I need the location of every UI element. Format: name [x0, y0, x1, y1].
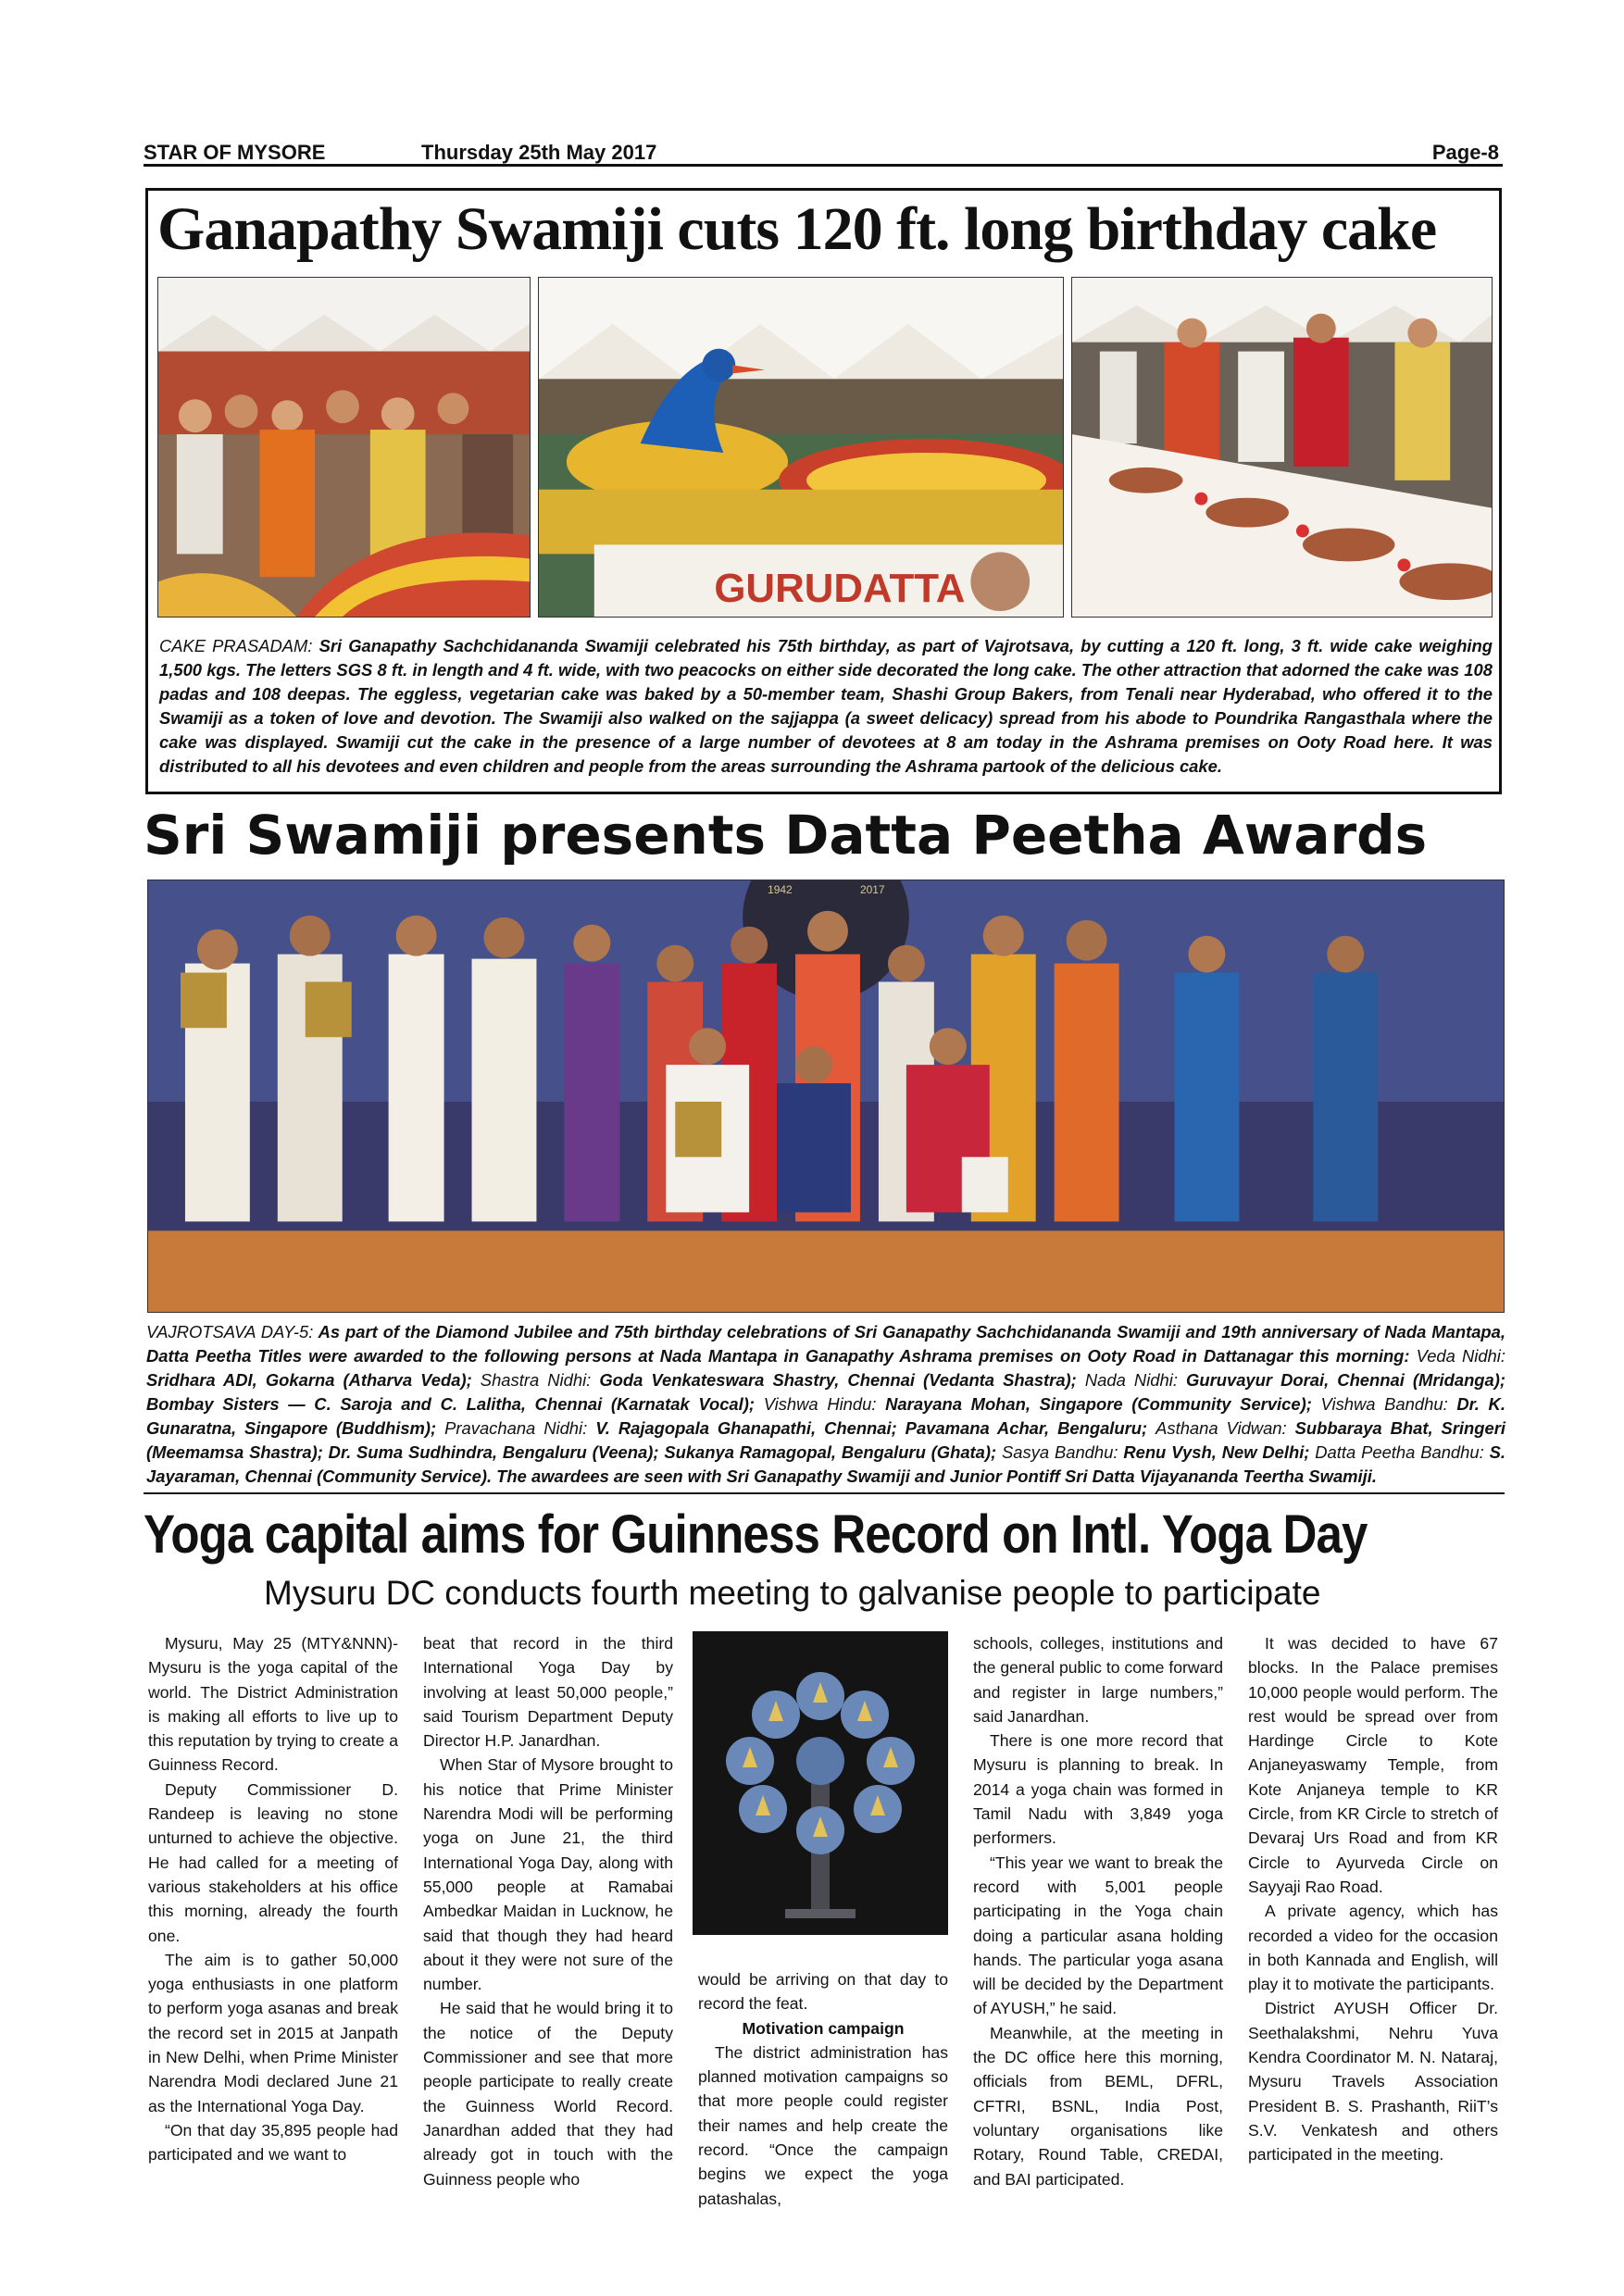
- awards-group-photo: [147, 880, 1505, 1313]
- cake-caption: [159, 634, 1493, 779]
- cake-story-box: [145, 188, 1502, 794]
- award-title: Asthana Vidwan:: [1156, 1418, 1287, 1438]
- award-title: Veda Nidhi:: [1416, 1346, 1505, 1366]
- yoga-headline: Yoga capital aims for Guinness Record on Intl. Yoga Day: [144, 1504, 1368, 1565]
- award-title: Vishwa Bandhu:: [1320, 1394, 1448, 1414]
- paragraph: The district administration has planned motivation campaigns so that more people could register their names and help create the record. “Once the campaign begins we expect the yoga patashalas,: [698, 2042, 948, 2208]
- yoga-subheadline: Mysuru DC conducts fourth meeting to galvanise people to participate: [264, 1574, 1321, 1612]
- newspaper-name: STAR OF MYSORE: [144, 141, 326, 164]
- paragraph: There is one more record that Mysuru is planning to break. In 2014 a yoga chain was formed in Tamil Nadu with 3,849 yoga performers.: [973, 1731, 1223, 1848]
- awards-headline: Sri Swamiji presents Datta Peetha Awards: [144, 804, 1428, 867]
- page-header: [144, 139, 1503, 167]
- award-recipient: Goda Venkateswara Shastry, Chennai (Vedanta Shastra);: [599, 1370, 1077, 1390]
- paragraph: Meanwhile, at the meeting in the DC office here this morning, officials from BEML, DFRL, CFTRI, BSNL, India Post, voluntary organisations like Rotary, Round Table, CREDAI, and BAI participated.: [973, 2023, 1223, 2189]
- paragraph: When Star of Mysore brought to his notice that Prime Minister Narendra Modi will be performing yoga on June 21, the third International Yoga Day, along with 55,000 people at Ramabai Ambedkar Maidan in Lucknow, he said that though they had heard about it they were not sure of the number.: [423, 1755, 673, 1994]
- section-subhead: Motivation campaign: [742, 2018, 905, 2038]
- cake-photo-crowd: [157, 277, 531, 618]
- caption-lead: VAJROTSAVA DAY-5:: [146, 1322, 314, 1341]
- award-title: Datta Peetha Bandhu:: [1315, 1442, 1484, 1462]
- paragraph: would be arriving on that day to record the feat.: [698, 1970, 948, 2014]
- issue-date: Thursday 25th May 2017: [421, 141, 657, 164]
- paragraph: Mysuru, May 25 (MTY&NNN)- Mysuru is the yoga capital of the world. The District Administration is making all efforts to live up to this reputation by trying to create a Guinness Record.: [148, 1634, 398, 1775]
- paragraph: The aim is to gather 50,000 yoga enthusiasts in one platform to perform yoga asanas and break the record set in 2015 at Janpath in New Delhi, when Prime Minister Narendra Modi declared June 21 as the International Yoga Day.: [148, 1950, 398, 2115]
- paragraph: He said that he would bring it to the notice of the Deputy Commissioner and see that more people participate to really create the Guinness World Record. Janardhan added that they had already got in touch with the Guinness people who: [423, 1999, 673, 2189]
- cake-photo-peacock: [538, 277, 1064, 618]
- article-column-1: [148, 1631, 398, 2167]
- article-column-2: [423, 1631, 673, 2191]
- award-recipient: Narayana Mohan, Singapore (Community Service);: [885, 1394, 1312, 1414]
- award-title: Pravachana Nidhi:: [444, 1418, 588, 1438]
- paragraph: It was decided to have 67 blocks. In the Palace premises 10,000 people would perform. The rest would be spread over from Hardinge Circle to Kote Anjaneyaswamy Temple, from Kote Anjaneya temple to KR Circle, from KR Circle to stretch of Devaraj Urs Road and from KR Circle to Ayurveda Circle on Sayyaji Rao Road.: [1248, 1634, 1498, 1896]
- banner-text: GURUDATTA: [714, 566, 966, 612]
- award-title: Shastra Nidhi:: [480, 1370, 592, 1390]
- backdrop-year-1: 1942: [768, 882, 793, 896]
- paragraph: beat that record in the third International Yoga Day by involving at least 50,000 people,” said Tourism Department Deputy Director H.P. Janardhan.: [423, 1634, 673, 1751]
- page-number: Page-8: [1431, 141, 1499, 164]
- award-title: Sasya Bandhu:: [1002, 1442, 1118, 1462]
- article-column-4: [973, 1631, 1223, 2191]
- awards-caption: [146, 1320, 1505, 1489]
- article-column-5: [1248, 1631, 1498, 2167]
- backdrop-year-2: 2017: [859, 882, 885, 896]
- award-title: Nada Nidhi:: [1084, 1370, 1178, 1390]
- award-recipient: Renu Vysh, New Delhi;: [1123, 1442, 1310, 1462]
- award-recipient: Sridhara ADI, Gokarna (Atharva Veda);: [146, 1370, 472, 1390]
- award-recipient: V. Rajagopala Ghanapathi, Chennai; Pavamana Achar, Bengaluru;: [595, 1418, 1148, 1438]
- award-recipient: Guruvayur Dorai, Chennai (Mridanga); Bombay Sisters — C. Saroja and C. Lalitha, Chennai (Karnatak Vocal);: [146, 1370, 1506, 1414]
- paragraph: schools, colleges, institutions and the general public to come forward and register in large numbers,” said Janardhan.: [973, 1634, 1223, 1726]
- paragraph: A private agency, which has recorded a video for the occasion in both Kannada and English, will play it to motivate the participants.: [1248, 1902, 1498, 1994]
- paragraph: District AYUSH Officer Dr. Seethalakshmi, Nehru Yuva Kendra Coordinator M. N. Nataraj, Mysuru Travels Association President B. S. Prashanth, RiiT’s S.V. Venkatesh and others participated in the meeting.: [1248, 1999, 1498, 2165]
- paragraph: Deputy Commissioner D. Randeep is leaving no stone unturned to achieve the objective. He had called for a meeting of various stakeholders at his office this morning, already the fourth one.: [148, 1779, 398, 1945]
- award-recipient: Dr. K. Gunaratna, Singapore (Buddhism);: [146, 1394, 1505, 1438]
- paragraph: “This year we want to break the record with 5,001 people participating in the Yoga chain doing a particular asana holding hands. The particular yoga asana will be decided by the Department of AYUSH,” he said.: [973, 1853, 1223, 2018]
- cake-headline: Ganapathy Swamiji cuts 120 ft. long birthday cake: [157, 195, 1437, 263]
- paragraph: “On that day 35,895 people had participated and we want to: [148, 2120, 398, 2165]
- article-column-3: [698, 1967, 948, 2211]
- award-recipient: Subbaraya Bhat, Sringeri (Meemamsa Shastra); Dr. Suma Sudhindra, Bengaluru (Veena); Sukanya Ramagopal, Bengaluru (Ghata);: [146, 1418, 1505, 1462]
- caption-lead: CAKE PRASADAM:: [159, 636, 313, 655]
- section-divider: [144, 1492, 1505, 1494]
- caption-intro: As part of the Diamond Jubilee and 75th birthday celebrations of Sri Ganapathy Sachchidananda Swamiji and 19th anniversary of Nada Mantapa, Datta Peetha Titles were awarded to the following persons at Nada Mantapa in Ganapathy Ashrama premises on Ooty Road in Dattanagar this morning:: [146, 1322, 1505, 1366]
- caption-text: Sri Ganapathy Sachchidananda Swamiji celebrated his 75th birthday, as part of Vajrotsava, by cutting a 120 ft. long, 3 ft. wide cake weighing 1,500 kgs. The letters SGS 8 ft. in length and 4 ft. wide, with two peacocks on either side decorated the long cake. The other attraction that adorned the cake was 108 padas and 108 deepas. The eggless, vegetarian cake was baked by a 50-member team, Shashi Group Bakers, from Tenali near Hyderabad, who offered it to the Swamiji as a token of love and devotion. The Swamiji also walked on the sajjappa (a sweet delicacy) spread from his abode to Poundrika Rangasthala where the cake was displayed. Swamiji cut the cake in the presence of a large number of devotees at 8 am today in the Ashrama premises on Ooty Road here. It was distributed to all his devotees and even children and people from the areas surrounding the Ashrama partook of the delicious cake.: [159, 636, 1493, 776]
- yoga-installation-photo: [693, 1631, 948, 1935]
- award-title: Vishwa Hindu:: [763, 1394, 877, 1414]
- cake-photo-swamiji: [1071, 277, 1493, 618]
- award-recipient: S. Jayaraman, Chennai (Community Service). The awardees are seen with Sri Ganapathy Swamiji and Junior Pontiff Sri Datta Vijayananda Teertha Swamiji.: [146, 1442, 1505, 1486]
